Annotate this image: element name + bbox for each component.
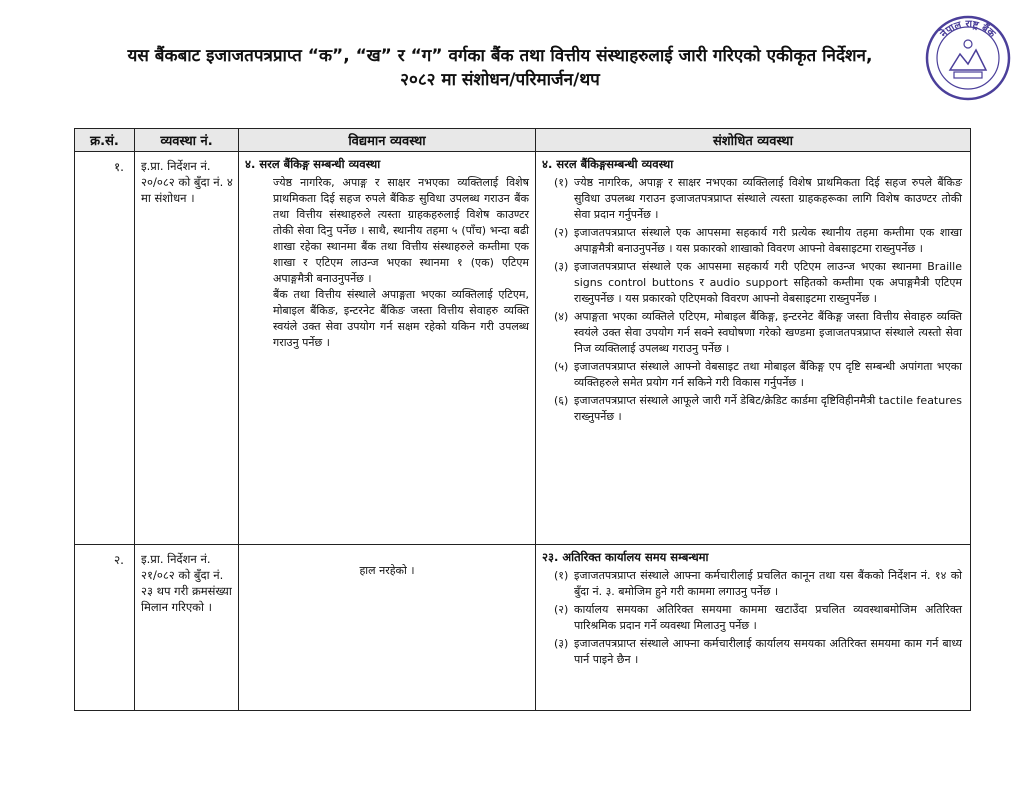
revised-item: [554, 225, 962, 257]
row-provision-ref: इ.प्रा. निर्देशन नं. २०/०८२ को बुँदा नं. ४ मा संशोधन ।: [135, 152, 239, 545]
row-sn: १.: [75, 152, 135, 545]
item-number: (३): [554, 260, 569, 273]
title-line-1: यस बैंकबाट इजाजतपत्रप्राप्त “क”, “ख” र “ग” वर्गका बैंक तथा वित्तीय संस्थाहरुलाई जारी गरिएको एकीकृत निर्देशन,: [127, 46, 873, 66]
table-row: [75, 545, 971, 711]
item-number: (१): [554, 569, 569, 582]
item-number: (४): [554, 310, 569, 323]
existing-heading: ४. सरल बैंकिङ्ग सम्बन्धी व्यवस्था: [245, 157, 381, 171]
table-header-row: [75, 129, 971, 152]
revised-heading: २३. अतिरिक्त कार्यालय समय सम्बन्धमा: [542, 550, 709, 564]
revised-item: [554, 359, 962, 391]
revised-heading: ४. सरल बैंकिङ्गसम्बन्धी व्यवस्था: [542, 157, 674, 171]
item-text: इजाजतपत्रप्राप्त संस्थाले आफ्ना कर्मचारीलाई प्रचलित कानून तथा यस बैंकको निर्देशन नं. १४ को बुँदा नं. ३. बमोजिम हुने गरी काममा लगाउनु पर्नेछ ।: [574, 569, 962, 598]
revised-item: [554, 568, 962, 600]
item-number: (३): [554, 637, 569, 650]
revised-item: [554, 175, 962, 223]
item-text: ज्येष्ठ नागरिक, अपाङ्ग र साक्षर नभएका व्यक्तिलाई विशेष प्राथमिकता दिई सहज रुपले बैंकिङ सुविधा उपलब्ध गराउन इजाजतपत्रप्राप्त संस्थाले त्यस्ता ग्राहकहरूका लागि विशेष काउण्टर तोकी सेवा प्रदान गर्नुपर्नेछ ।: [574, 176, 962, 221]
existing-none-text: हाल नरहेको ।: [359, 564, 415, 577]
row-sn: २.: [75, 545, 135, 711]
item-number: (५): [554, 360, 569, 373]
item-text: अपाङ्गता भएका व्यक्तिले एटिएम, मोबाइल बैंकिङ्ग, इन्टरनेट बैंकिङ्ग जस्ता वित्तीय सेवाहरु व्यक्ति स्वयंले उक्त सेवा उपयोग गर्न सक्ने स्वघोषणा गरेको खण्डमा इजाजतपत्रप्राप्त संस्थाले त्यस्तो सेवा निज व्यक्तिलाई उपलब्ध गराउनु पर्नेछ ।: [574, 310, 962, 355]
header-existing: विद्यमान व्यवस्था: [239, 129, 536, 152]
nepal-rastra-bank-seal-logo: [924, 14, 1012, 102]
revised-item: [554, 602, 962, 634]
header-provision-no: व्यवस्था नं.: [135, 129, 239, 152]
revised-item: [554, 636, 962, 668]
seal-text: नेपाल राष्ट्र बैंक: [938, 18, 998, 40]
item-number: (६): [554, 394, 569, 407]
item-text: कार्यालय समयका अतिरिक्त समयमा काममा खटाउँदा प्रचलित व्यवस्थाबमोजिम अतिरिक्त पारिश्रमिक प्रदान गर्ने व्यवस्था मिलाउनु पर्नेछ ।: [574, 603, 962, 632]
amendment-table: [74, 128, 971, 711]
row-provision-ref: इ.प्रा. निर्देशन नं. २१/०८२ को बुँदा नं. २३ थप गरी क्रमसंख्या मिलान गरिएको ।: [135, 545, 239, 711]
item-text: इजाजतपत्रप्राप्त संस्थाले आफूले जारी गर्ने डेबिट/क्रेडिट कार्डमा दृष्टिविहीनमैत्री tactile features राख्नुपर्नेछ ।: [574, 394, 962, 423]
title-line-2: २०८२ मा संशोधन/परिमार्जन/थप: [400, 70, 600, 90]
revised-item: [554, 259, 962, 307]
header-revised: संशोधित व्यवस्था: [536, 129, 971, 152]
revised-item: [554, 309, 962, 357]
document-title: [60, 44, 940, 92]
item-number: (१): [554, 176, 569, 189]
existing-paragraph: ज्येष्ठ नागरिक, अपाङ्ग र साक्षर नभएका व्यक्तिलाई विशेष प्राथमिकता दिई सहज रुपले बैंकिङ सुविधा उपलब्ध गराउन बैंक तथा वित्तीय संस्थाहरुले त्यस्ता ग्राहकहरुलाई विशेष काउण्टर तोकी सेवा दिनु पर्नेछ । साथै, स्थानीय तहमा ५ (पाँच) भन्दा बढी शाखा रहेका स्थानमा बैंक तथा वित्तीय संस्थाहरुले कम्तीमा एक शाखा र एटिएम लाउन्ज भएका स्थानमा १ (एक) एटिएम अपाङ्गमैत्री बनाउनुपर्नेछ ।: [273, 176, 529, 285]
revised-item: [554, 393, 962, 425]
revised-cell: [536, 152, 971, 545]
existing-paragraph: बैंक तथा वित्तीय संस्थाले अपाङ्गता भएका व्यक्तिलाई एटिएम, मोबाइल बैंकिङ, इन्टरनेट बैंकिङ जस्ता वित्तीय सेवाहरु व्यक्ति स्वयंले उक्त सेवा उपयोग गर्न सक्षम रहेको यकिन गरी उपलब्ध गराउनु पर्नेछ ।: [273, 288, 529, 349]
item-number: (२): [554, 603, 569, 616]
table-row: [75, 152, 971, 545]
item-text: इजाजतपत्रप्राप्त संस्थाले आफ्ना कर्मचारीलाई कार्यालय समयका अतिरिक्त समयमा काम गर्न बाध्य पार्न पाइने छैन ।: [574, 637, 962, 666]
item-number: (२): [554, 226, 569, 239]
existing-cell: [239, 545, 536, 711]
item-text: इजाजतपत्रप्राप्त संस्थाले एक आपसमा सहकार्य गरी एटिएम लाउन्ज भएका स्थानमा Braille signs control buttons र audio support सहितको कम्तीमा एक अपाङ्गमैत्री एटिएम राख्नुपर्नेछ । यस प्रकारको एटिएमको विवरण आफ्नो वेबसाइटमा राख्नुपर्नेछ ।: [574, 260, 962, 305]
existing-cell: [239, 152, 536, 545]
revised-cell: [536, 545, 971, 711]
header-sn: क्र.सं.: [75, 129, 135, 152]
item-text: इजाजतपत्रप्राप्त संस्थाले एक आपसमा सहकार्य गरी प्रत्येक स्थानीय तहमा कम्तीमा एक शाखा अपाङ्गमैत्री बनाउनुपर्नेछ । यस प्रकारको शाखाको विवरण आफ्नो वेबसाइटमा राख्नुपर्नेछ ।: [574, 226, 962, 255]
item-text: इजाजतपत्रप्राप्त संस्थाले आफ्नो वेबसाइट तथा मोबाइल बैंकिङ्ग एप दृष्टि सम्बन्धी अपांगता भएका व्यक्तिहरुले समेत प्रयोग गर्न सकिने गरी विकास गर्नुपर्नेछ ।: [574, 360, 962, 389]
